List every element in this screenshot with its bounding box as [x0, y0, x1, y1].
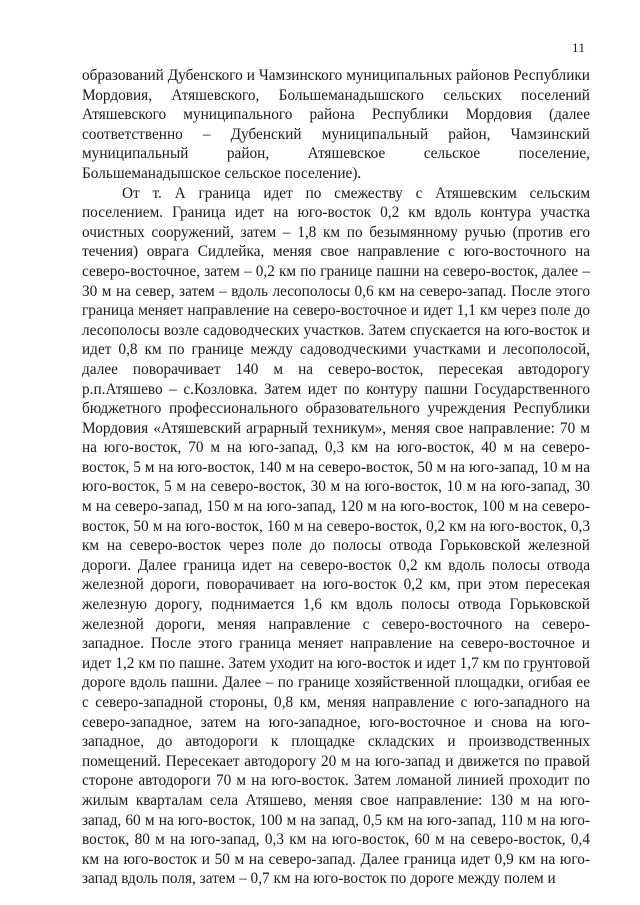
- document-body: [82, 66, 590, 889]
- paragraph-continuation: образований Дубенского и Чамзинского муниципальных районов Республики Мордовия, Атяшевского, Большеманадышского сельских поселений Атяшевского муниципального района Республики Мордовия (далее соответственно – Дубенский муниципальный район, Чамзинский муниципальный район, Атяшевское сельское поселение, Большеманадышское сельское поселение).: [82, 67, 590, 182]
- paragraph-boundary-description: От т. А граница идет по смежеству с Атяшевским сельским поселением. Граница идет на юго-восток 0,2 км вдоль контура участка очистных сооружений, затем – 1,8 км по безымянному ручью (против его течения) оврага Сидлейка, меняя свое направление с юго-восточного на северо-восточное, затем – 0,2 км по границе пашни на северо-восток, далее – 30 м на север, затем – вдоль лесополосы 0,6 км на северо-запад. После этого граница меняет направление на северо-восточное и идет 1,1 км через поле до лесополосы возле садоводческих участков. Затем спускается на юго-восток и идет 0,8 км по границе между садоводческими участками и лесополосой, далее поворачивает 140 м на северо-восток, пересекая автодорогу р.п.Атяшево – с.Козловка. Затем идет по контуру пашни Государственного бюджетного профессионального образовательного учреждения Республики Мордовия «Атяшевский аграрный техникум», меняя свое направление: 70 м на юго-восток, 70 м на юго-запад, 0,3 км на юго-восток, 40 м на северо-восток, 5 м на юго-восток, 140 м на северо-восток, 50 м на юго-запад, 10 м на юго-восток, 5 м на северо-восток, 30 м на юго-восток, 10 м на юго-запад, 30 м на северо-запад, 150 м на юго-запад, 120 м на юго-восток, 100 м на северо-восток, 50 м на юго-восток, 160 м на северо-восток, 0,2 км на юго-восток, 0,3 км на северо-восток через поле до полосы отвода Горьковской железной дороги. Далее граница идет на северо-восток 0,2 км вдоль полосы отвода железной дороги, поворачивает на юго-восток 0,2 км, при этом пересекая железную дорогу, поднимается 1,6 км вдоль полосы отвода Горьковской железной дороги, меняя направление с северо-восточного на северо-западное. После этого граница меняет направление на северо-восточное и идет 1,2 км по пашне. Затем уходит на юго-восток и идет 1,7 км по грунтовой дороге вдоль пашни. Далее – по границе хозяйственной площадки, огибая ее с северо-западной стороны, 0,8 км, меняя направление с юго-западного на северо-западное, затем на юго-западное, юго-восточное и снова на юго-западное, до автодороги к площадке складских и производственных помещений. Пересекает автодорогу 20 м на юго-запад и движется по правой стороне автодороги 70 м на юго-восток. Затем ломаной линией проходит по жилым кварталам села Атяшево, меняя свое направление: 130 м на юго-запад, 60 м на юго-восток, 100 м на запад, 0,5 км на юго-запад, 110 м на юго-восток, 80 м на юго-запад, 0,3 км на юго-восток, 60 м на северо-восток, 0,4 км на юго-восток и 50 м на северо-запад. Далее граница идет 0,9 км на юго-запад вдоль поля, затем – 0,7 км на юго-восток по дороге между полем и: [82, 184, 590, 888]
- page-number: 11: [572, 40, 586, 55]
